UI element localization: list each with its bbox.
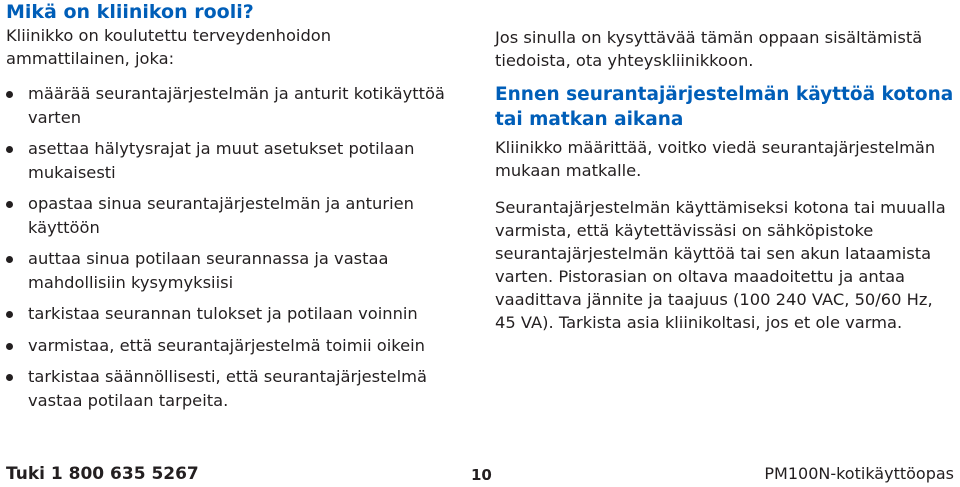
- list-item: [6, 302, 456, 326]
- list-item-text: opastaa sinua seurantajärjestelmän ja anturien käyttöön: [28, 194, 414, 237]
- power-paragraph: Seurantajärjestelmän käyttämiseksi kotona tai muualla varmista, että käytettävissäsi on sähköpistoke seurantajärjestelmän käyttöä tai sen akun lataamista varten. Pistorasian on oltava maadoitettu ja antaa vaadittava jännite ja taajuus (100 240 VAC, 50/60 Hz, 45 VA). Tarkista asia kliinikoltasi, jos et ole varma.: [495, 198, 946, 332]
- list-item: [6, 334, 456, 358]
- right-intro: Jos sinulla on kysyttävää tämän oppaan sisältämistä tiedoista, ota yhteyskliinikkoon.: [495, 28, 923, 70]
- list-item-text: määrää seurantajärjestelmän ja anturit kotikäyttöä varten: [28, 84, 445, 127]
- list-item: [6, 192, 456, 239]
- bullet-icon: [6, 146, 13, 153]
- travel-paragraph: Kliinikko määrittää, voitko viedä seurantajärjestelmän mukaan matkalle.: [495, 138, 936, 180]
- bullet-icon: [6, 201, 13, 208]
- list-item-text: tarkistaa seurannan tulokset ja potilaan voinnin: [28, 304, 418, 323]
- guide-title: PM100N-kotikäyttöopas: [764, 464, 954, 483]
- section-heading: Ennen seurantajärjestelmän käyttöä kotona tai matkan aikana: [495, 84, 954, 130]
- bullet-icon: [6, 91, 13, 98]
- bullet-icon: [6, 256, 13, 263]
- right-column: [495, 26, 957, 334]
- left-column: [6, 0, 456, 412]
- page-number: 10: [471, 466, 492, 484]
- page-heading: Mikä on kliinikon rooli?: [6, 1, 254, 23]
- left-intro: Kliinikko on koulutettu terveydenhoidon ammattilainen, joka:: [6, 26, 332, 68]
- list-item-text: tarkistaa säännöllisesti, että seurantajärjestelmä vastaa potilaan tarpeita.: [28, 367, 427, 410]
- list-item-text: asettaa hälytysrajat ja muut asetukset potilaan mukaisesti: [28, 139, 415, 182]
- support-phone: Tuki 1 800 635 5267: [6, 464, 199, 484]
- list-item: [6, 137, 456, 184]
- list-item-text: auttaa sinua potilaan seurannassa ja vastaa mahdollisiin kysymyksiisi: [28, 249, 389, 292]
- bullet-icon: [6, 374, 13, 381]
- bullet-icon: [6, 343, 13, 350]
- list-item: [6, 82, 456, 129]
- list-item: [6, 247, 456, 294]
- list-item-text: varmistaa, että seurantajärjestelmä toimii oikein: [28, 335, 425, 355]
- list-item: [6, 365, 456, 412]
- bullet-icon: [6, 311, 13, 318]
- clinician-duties-list: [6, 82, 456, 412]
